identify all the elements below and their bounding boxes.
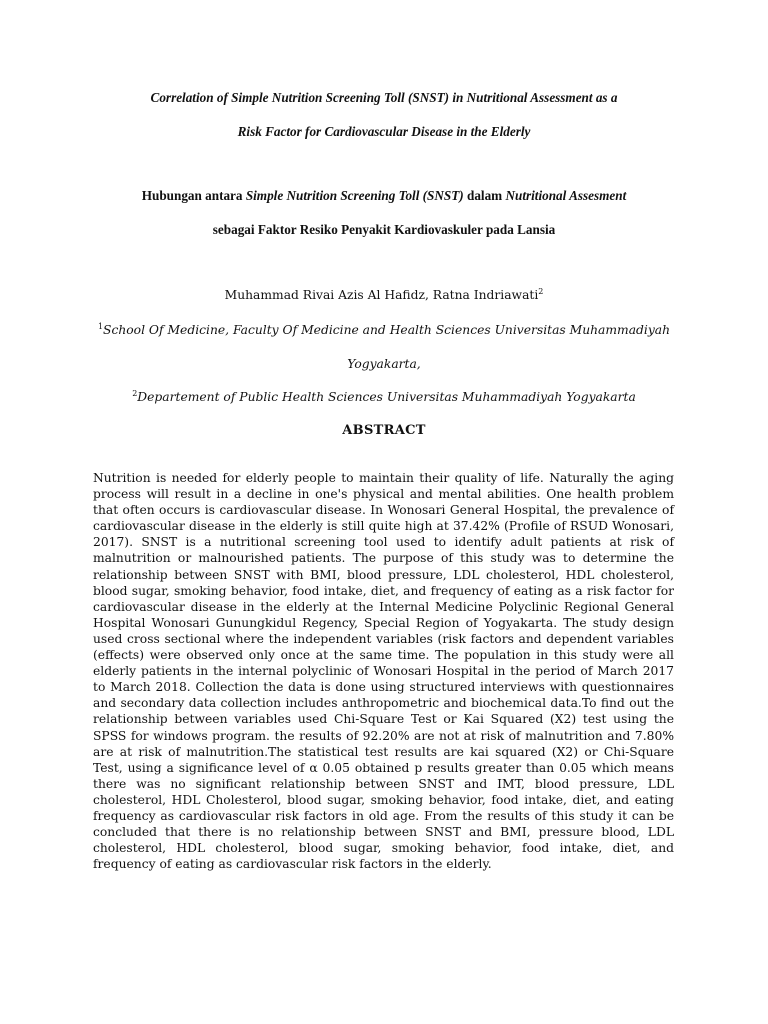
english-title-line-2: Risk Factor for Cardiovascular Disease in the Elderly: [237, 124, 531, 139]
indonesian-title-italic-term: Simple Nutrition Screening Toll (SNST): [245, 188, 464, 203]
indonesian-title-line-2: sebagai Faktor Resiko Penyakit Kardiovaskuler pada Lansia: [212, 222, 556, 237]
abstract-heading: ABSTRACT: [342, 423, 426, 438]
author-names: Muhammad Rivai Azis Al Hafidz, Ratna Indriawati: [224, 288, 539, 302]
affiliation-1-text: School Of Medicine, Faculty Of Medicine and Health Sciences Universitas Muhammadiyah: [103, 323, 671, 337]
abstract-body: Nutrition is needed for elderly people to maintain their quality of life. Naturally the aging process will result in a decline in one's physical and mental abilities. One health problem that often occurs is cardiovascular disease. In Wonosari General Hospital, the prevalence of cardiovascular disease in the elderly is still quite high at 37.42% (Profile of RSUD Wonosari, 2017). SNST is a nutritional screening tool used to identify adult patients at risk of malnutrition or malnourished patients. The purpose of this study was to determine the relationship between SNST with BMI, blood pressure, LDL cholesterol, HDL cholesterol, blood sugar, smoking behavior, food intake, diet, and frequency of eating as a risk factor for cardiovascular disease in the elderly at the Internal Medicine Polyclinic Regional General Hospital Wonosari Gunungkidul Regency, Special Region of Yogyakarta. The study design used cross sectional where the independent variables (risk factors and dependent variables (effects) were observed only once at the same time. The population in this study were all elderly patients in the internal polyclinic of Wonosari Hospital in the period of March 2017 to March 2018. Collection the data is done using structured interviews with questionnaires and secondary data collection includes anthropometric and biochemical data.To find out the relationship between variables used Chi-Square Test or Kai Squared (X2) test using the SPSS for windows program. the results of 92.20% are not at risk of malnutrition and 7.80% are at risk of malnutrition.The statistical test results are kai squared (X2) or Chi-Square Test, using a significance level of α 0.05 obtained p results greater than 0.05 which means there was no significant relationship between SNST and IMT, blood pressure, LDL cholesterol, HDL Cholesterol, blood sugar, smoking behavior, food intake, diet, and eating frequency as cardiovascular risk factors in old age. From the results of this study it can be concluded that there is no relationship between SNST and BMI, pressure blood, LDL cholesterol, HDL cholesterol, blood sugar, smoking behavior, food intake, diet, and frequency of eating as cardiovascular risk factors in the elderly.: [93, 471, 674, 872]
author-list: [60, 287, 708, 302]
author-affiliation-marker: 2: [538, 287, 544, 296]
indonesian-title-italic-term: Nutritional Assesment: [505, 188, 627, 203]
affiliation-1-marker: 1: [97, 322, 104, 331]
indonesian-title-text: Hubungan antara: [141, 188, 246, 203]
affiliation-2-marker: 2: [132, 389, 138, 398]
english-title-line-1: Correlation of Simple Nutrition Screening Toll (SNST) in Nutritional Assessment as a: [150, 90, 618, 105]
affiliation-2: [60, 389, 708, 404]
indonesian-title-text: dalam: [463, 188, 506, 203]
affiliation-2-text: Departement of Public Health Sciences Universitas Muhammadiyah Yogyakarta: [137, 390, 636, 404]
affiliation-1-line-2: Yogyakarta,: [347, 357, 421, 371]
affiliation-1-line-1: [60, 322, 708, 337]
indonesian-title-line-1: [60, 188, 708, 204]
